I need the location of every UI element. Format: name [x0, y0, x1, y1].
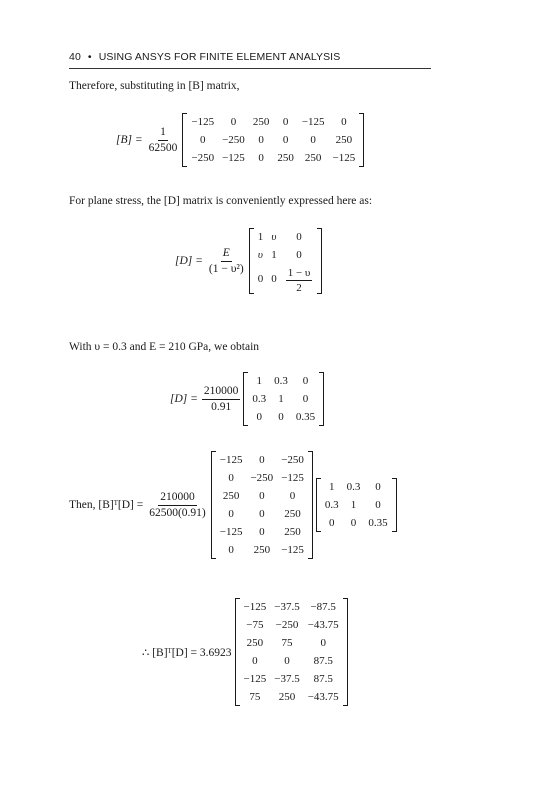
eq3-scalar-den: 0.91	[211, 400, 232, 413]
matrix-cell: −250	[275, 619, 299, 631]
matrix-cell: 250	[222, 490, 240, 502]
matrix-cell: −125	[243, 673, 267, 685]
eq3-matrix-table	[248, 372, 319, 426]
eq1-scalar-den: 62500	[148, 141, 178, 154]
matrix-cell: −43.75	[307, 619, 339, 631]
matrix-cell: −43.75	[307, 691, 339, 703]
eq2-cell: 1	[257, 231, 264, 243]
eq2-scalar-den: (1 − υ²)	[208, 262, 244, 275]
matrix-cell: 0	[256, 411, 263, 423]
matrix-cell: 250	[252, 116, 270, 128]
header-bullet: •	[87, 51, 92, 63]
matrix-cell: 250	[246, 637, 264, 649]
eq5-matrix-table	[240, 598, 343, 706]
matrix-cell: −37.5	[274, 601, 300, 613]
eq2-frac-den: 2	[296, 282, 302, 295]
matrix-cell: −250	[281, 454, 304, 466]
matrix-cell: −250	[222, 134, 245, 146]
matrix-row	[240, 634, 343, 652]
matrix-row	[248, 372, 319, 390]
matrix-cell: 0	[278, 411, 284, 423]
matrix-cell: 0	[259, 490, 265, 502]
matrix-row	[216, 487, 308, 505]
matrix-row	[240, 652, 343, 670]
matrix-cell: 75	[281, 637, 293, 649]
matrix-cell: 0	[228, 544, 234, 556]
matrix-row	[321, 514, 392, 532]
eq2-cell: 0	[296, 249, 302, 261]
matrix-cell: 0	[282, 116, 289, 128]
eq3-lhs: [D] =	[170, 393, 198, 405]
matrix-cell: −87.5	[310, 601, 336, 613]
eq4-matrix-bt	[211, 451, 313, 559]
matrix-cell: 0	[350, 517, 357, 529]
matrix-row	[216, 469, 308, 487]
matrix-cell: 1	[278, 393, 284, 405]
matrix-row	[248, 408, 319, 426]
matrix-cell: −125	[191, 116, 215, 128]
running-title: USING ANSYS FOR FINITE ELEMENT ANALYSIS	[98, 51, 341, 63]
matrix-cell: 1	[256, 375, 263, 387]
eq2-cell-fraction	[281, 264, 318, 294]
eq4-matrix-d	[316, 478, 397, 532]
matrix-cell: 0	[375, 481, 381, 493]
eq4-matrix-d-table	[321, 478, 392, 532]
matrix-cell: 0	[259, 526, 265, 538]
matrix-row	[321, 496, 392, 514]
matrix-row	[240, 670, 343, 688]
matrix-cell: −75	[246, 619, 264, 631]
eq4-matrix-bt-table	[216, 451, 308, 559]
matrix-cell: 87.5	[313, 655, 333, 667]
eq2-cell: 0	[257, 273, 264, 286]
matrix-cell: 0.3	[324, 499, 339, 511]
matrix-cell: 1	[329, 481, 335, 493]
matrix-cell: 87.5	[313, 673, 333, 685]
matrix-cell: 0.35	[368, 517, 388, 529]
matrix-row	[240, 688, 343, 706]
matrix-row	[216, 523, 308, 541]
matrix-cell: 0	[284, 655, 290, 667]
matrix-cell: 0.3	[252, 393, 267, 405]
eq2-cell: 0	[271, 273, 277, 286]
matrix-cell: 0.35	[295, 411, 316, 423]
matrix-cell: 0	[228, 508, 234, 520]
eq2-scalar	[207, 247, 246, 275]
eq2-lhs: [D] =	[175, 255, 203, 268]
eq2-cell: υ	[257, 249, 263, 261]
paragraph-plane-stress: For plane stress, the [D] matrix is conveniently expressed here as:	[69, 195, 373, 207]
matrix-cell: 0	[258, 134, 264, 146]
matrix-cell: 250	[304, 152, 322, 164]
eq4-scalar	[147, 491, 208, 519]
matrix-cell: −37.5	[274, 673, 300, 685]
matrix-cell: −125	[301, 116, 325, 128]
matrix-row	[240, 598, 343, 616]
matrix-cell: 250	[278, 691, 296, 703]
matrix-row	[216, 451, 308, 469]
matrix-cell: 0	[329, 517, 335, 529]
eq2-matrix	[249, 228, 323, 294]
eq3-matrix	[243, 372, 324, 426]
matrix-row	[216, 541, 308, 559]
eq1-matrix	[182, 113, 364, 167]
matrix-row	[321, 478, 392, 496]
matrix-cell: 250	[284, 526, 301, 538]
matrix-cell: 250	[284, 508, 301, 520]
eq1-matrix-table	[187, 113, 359, 167]
matrix-cell: 0	[341, 116, 347, 128]
eq3-scalar-num: 210000	[202, 385, 241, 400]
equation-d-symbolic	[175, 228, 322, 294]
matrix-cell: −125	[281, 544, 304, 556]
matrix-row	[248, 390, 319, 408]
matrix-cell: −250	[191, 152, 215, 164]
matrix-cell: 0	[230, 116, 237, 128]
matrix-cell: −125	[281, 472, 304, 484]
matrix-row	[240, 616, 343, 634]
matrix-row	[187, 131, 359, 149]
matrix-cell: 0	[259, 508, 265, 520]
matrix-cell: 75	[249, 691, 261, 703]
matrix-cell: 0	[228, 472, 234, 484]
matrix-cell: 0	[302, 393, 309, 405]
matrix-cell: 250	[335, 134, 353, 146]
matrix-cell: 250	[277, 152, 294, 164]
matrix-row	[187, 113, 359, 131]
equation-d-numeric	[170, 372, 324, 426]
matrix-cell: 0	[282, 134, 289, 146]
eq1-scalar	[147, 126, 180, 154]
matrix-cell: 0	[199, 134, 206, 146]
running-header	[69, 51, 340, 63]
matrix-cell: 0	[375, 499, 381, 511]
eq4-lhs: Then, [B]ᵀ[D] =	[69, 499, 144, 511]
eq5-lhs: ∴ [B]ᵀ[D] = 3.6923	[142, 647, 232, 659]
paragraph-with-values: With υ = 0.3 and E = 210 GPa, we obtain	[69, 341, 260, 353]
paragraph-substituting: Therefore, substituting in [B] matrix,	[69, 80, 240, 92]
matrix-cell: −125	[219, 454, 243, 466]
eq5-matrix	[235, 598, 348, 706]
equation-bt-d-product	[69, 451, 397, 559]
matrix-cell: −250	[250, 472, 274, 484]
matrix-cell: 0.3	[274, 375, 288, 387]
matrix-cell: −125	[219, 526, 243, 538]
matrix-cell: 0	[259, 454, 265, 466]
matrix-cell: 0.3	[346, 481, 361, 493]
matrix-cell: 0	[302, 375, 309, 387]
matrix-cell: 0	[252, 655, 258, 667]
matrix-cell: 0	[310, 134, 316, 146]
equation-b-matrix	[116, 113, 364, 167]
eq2-frac-num: 1 − υ	[286, 267, 313, 281]
matrix-cell: −125	[332, 152, 356, 164]
matrix-cell: 250	[253, 544, 271, 556]
header-rule	[69, 68, 431, 69]
eq2-cell: υ	[271, 231, 277, 243]
equation-bt-d-result	[142, 598, 348, 706]
matrix-row	[187, 149, 359, 167]
eq1-lhs: [B] =	[116, 134, 143, 146]
matrix-cell: −125	[243, 601, 267, 613]
eq2-matrix-table	[254, 228, 318, 294]
page-number: 40	[69, 51, 81, 63]
eq4-scalar-num: 210000	[158, 491, 197, 506]
eq2-scalar-num: E	[221, 247, 232, 262]
matrix-cell: −125	[222, 152, 245, 164]
matrix-cell: 0	[320, 637, 326, 649]
eq1-scalar-num: 1	[158, 126, 168, 141]
matrix-cell: 1	[350, 499, 357, 511]
matrix-cell: 0	[258, 152, 264, 164]
eq4-scalar-den: 62500(0.91)	[149, 506, 206, 519]
eq2-cell: 1	[271, 249, 277, 261]
matrix-row	[216, 505, 308, 523]
eq2-cell: 0	[296, 231, 302, 243]
eq3-scalar	[202, 385, 241, 413]
matrix-cell: 0	[289, 490, 296, 502]
